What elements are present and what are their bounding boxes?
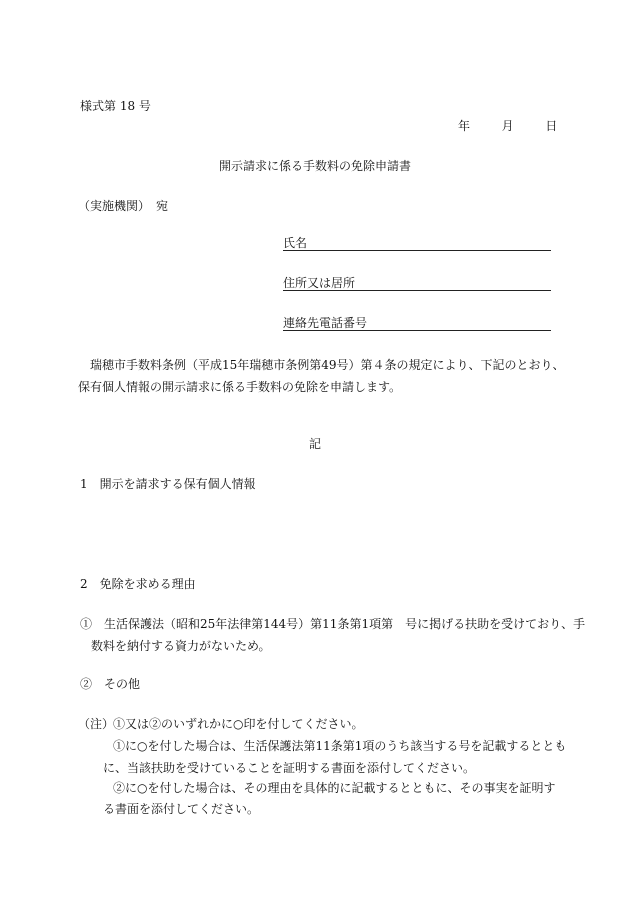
phone-underline [283, 330, 551, 331]
section1-heading: 1 開示を請求する保有個人情報 [80, 477, 256, 491]
notes-line2: ①に○を付した場合は、生活保護法第11条第1項のうち該当する号を記載するととも [113, 739, 567, 753]
reason1-line2: 数料を納付する資力がないため。 [91, 639, 271, 653]
address-label: 住所又は居所 [283, 276, 356, 290]
notes-line4: ②に○を付した場合は、その理由を具体的に記載するとともに、その事実を証明す [113, 781, 556, 795]
document-title: 開示請求に係る手数料の免除申請書 [218, 159, 411, 173]
addressee: （実施機関） 宛 [78, 199, 169, 213]
form-number: 様式第 18 号 [80, 99, 151, 113]
notes-line5: る書面を添付してください。 [103, 802, 260, 816]
name-label: 氏名 [283, 236, 308, 250]
date-month-label: 月 [501, 119, 514, 133]
body-text-line1: 瑞穂市手数料条例（平成15年瑞穂市条例第49号）第４条の規定により、下記のとおり、 [78, 358, 565, 372]
reason2: ② その他 [80, 677, 141, 691]
reason1-line1: ① 生活保護法（昭和25年法律第144号）第11条第1項第 号に掲げる扶助を受けており、手 [80, 617, 586, 631]
phone-label: 連絡先電話番号 [283, 316, 368, 330]
date-fields [458, 120, 557, 132]
notes-line3: に、当該扶助を受けていることを証明する書面を添付してください。 [103, 761, 476, 775]
date-year-label: 年 [458, 119, 471, 133]
notes-label: （注） [78, 717, 115, 731]
date-day-label: 日 [545, 119, 558, 133]
notes-line1: ①又は②のいずれかに○印を付してください。 [113, 717, 364, 731]
address-underline [283, 290, 551, 291]
ki-heading: 記 [308, 437, 321, 451]
section2-heading: 2 免除を求める理由 [80, 577, 196, 591]
body-text-line2: 保有個人情報の開示請求に係る手数料の免除を申請します。 [78, 380, 402, 394]
name-underline [283, 250, 551, 251]
